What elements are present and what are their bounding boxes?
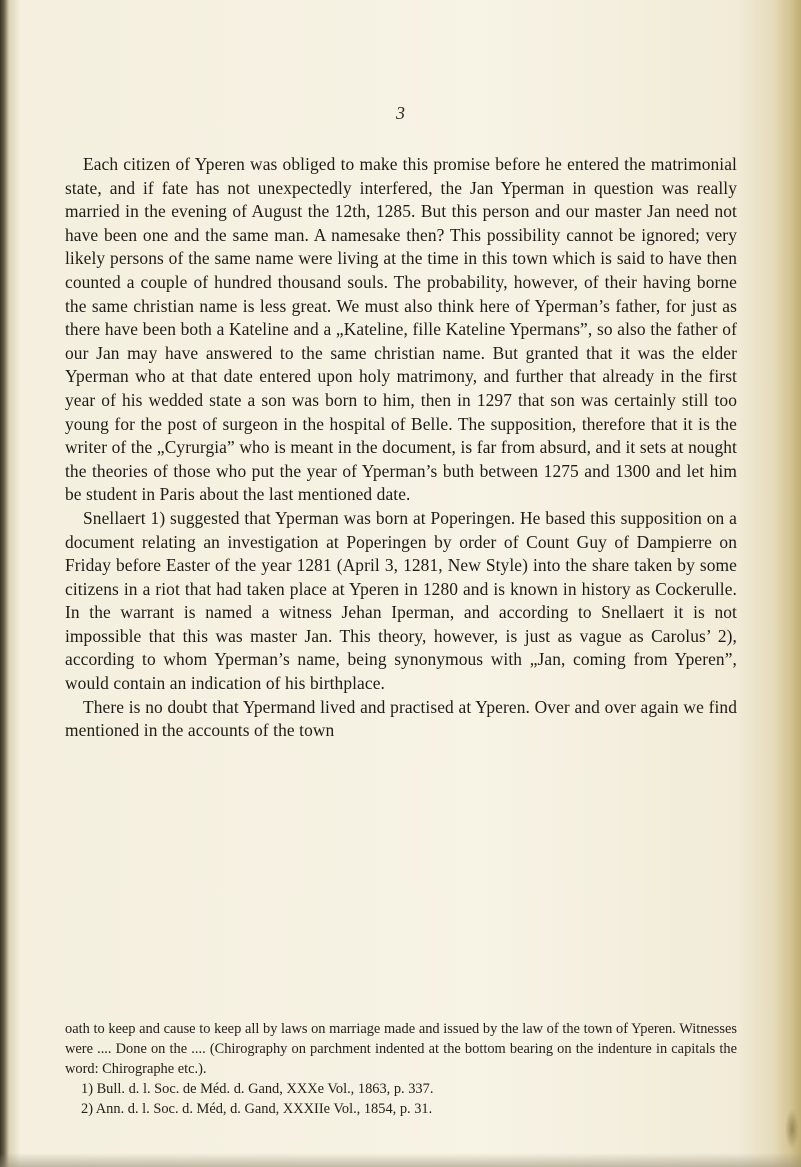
footnote: 1) Bull. d. l. Soc. de Méd. d. Gand, XXXe Vol., 1863, p. 337.	[81, 1081, 434, 1097]
paragraph: Each citizen of Yperen was obliged to make this promise before he entered the matrimonial state, and if fate has not unexpectedly interfered, the Jan Yperman in question was really married in the evening of August the 12th, 1285. But this person and our master Jan need not have been one and the same man. A namesake then? This possibility cannot be ignored; very likely persons of the same name were living at the time in this town which is said to have then counted a couple of hundred thousand souls. The probability, however, of their having borne the same christian name is less great. We must also think here of Yperman’s father, for just as there have been both a Kateline and a „Kateline, fille Kateline Ypermans”, so also the father of our Jan may have answered to the same christian name. But granted that it was the elder Yperman who at that date entered upon holy matrimony, and further that already in the first year of his wedded state a son was born to him, then in 1297 that son was certainly still too young for the post of surgeon in the hospital of Belle. The supposition, therefore that it is the writer of the „Cyrurgia” who is meant in the document, is far from absurd, and it sets at nought the theories of those who put the year of Yperman’s buth between 1275 and 1300 and let him be student in Paris about the last mentioned date.	[65, 154, 737, 505]
page-bottom-shadow	[0, 1153, 801, 1167]
page-edge-shadow	[773, 0, 801, 1167]
footnote: 2) Ann. d. l. Soc. d. Méd, d. Gand, XXXIIe Vol., 1854, p. 31.	[81, 1101, 433, 1117]
footnote-continuation: oath to keep and cause to keep all by laws on marriage made and issued by the law of the town of Yperen. Witnesses were .... Done on the .... (Chirography on parchment indented at the bottom bearing on the indenture in capitals the word: Chirographe etc.).	[65, 1021, 737, 1077]
paragraph: Snellaert 1) suggested that Yperman was born at Poperingen. He based this supposition on a document relating an investigation at Poperingen by order of Count Guy of Dampierre on Friday before Easter of the year 1281 (April 3, 1281, New Style) into the share taken by some citizens in a riot that had taken place at Yperen in 1280 and is known in history as Cockerulle. In the warrant is named a witness Jehan Iperman, and according to Snellaert it is not impossible that this was master Jan. This theory, however, is just as vague as Carolus’ 2), according to whom Yperman’s name, being synonymous with „Jan, coming from Yperen”, would contain an indication of his birthplace.	[65, 507, 737, 694]
paper-stain	[785, 1109, 799, 1149]
body-text	[65, 153, 737, 743]
footnotes	[65, 1019, 737, 1119]
paragraph: There is no doubt that Ypermand lived and practised at Yperen. Over and over again we find mentioned in the accounts of the town	[65, 696, 737, 741]
page-number: 3	[396, 103, 405, 123]
